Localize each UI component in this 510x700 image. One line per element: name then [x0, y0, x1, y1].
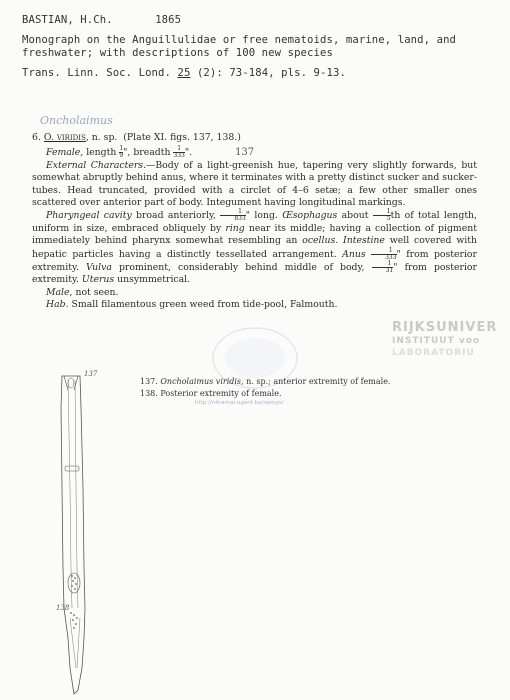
external-heading: External Characters.: [46, 159, 147, 171]
author: BASTIAN, H.Ch.: [22, 14, 113, 26]
male-line: [32, 287, 477, 299]
pharyngeal-denominator: 833: [234, 215, 246, 223]
ocellus-word: ocellus.: [302, 235, 339, 247]
caption-137-number: 137.: [140, 377, 158, 386]
species-description: [32, 132, 477, 312]
breadth-label: , breadth: [127, 147, 171, 159]
external-characters: [32, 160, 477, 210]
citation-line: [22, 67, 346, 79]
species-status: , n. sp.: [85, 132, 118, 143]
caption-fig-138: [140, 388, 282, 399]
caption-138-text: Posterior extremity of female.: [160, 389, 282, 398]
handwritten-genus: Oncholaimus: [40, 114, 113, 127]
female-label: Female: [46, 147, 81, 159]
vulva-numerator: 1: [372, 261, 394, 268]
plate-reference: (Plate XI. figs. 137, 138.): [123, 132, 241, 143]
intestine-text: well covered with hepatic particles having a distinctly tessellated arrangement.: [32, 235, 477, 260]
caption-137-text: , n. sp.; anterior extremity of female.: [241, 377, 391, 386]
breadth-fraction: [173, 146, 184, 159]
length-numerator: 1: [119, 145, 124, 153]
library-stamp-line-2: INSTITUUT voo: [392, 336, 481, 346]
figure-label-138: 138: [56, 604, 70, 612]
habitat-line: [32, 299, 477, 311]
length-fraction: [119, 146, 123, 159]
pharyngeal-heading: Pharyngeal cavity: [46, 210, 132, 222]
uterus-text: unsymmetrical.: [114, 274, 191, 286]
header-author-line: [22, 14, 181, 26]
oesophagus-heading: Œsophagus: [282, 210, 338, 222]
vulva-heading: Vulva: [86, 262, 112, 274]
ring-word: ring: [225, 222, 245, 234]
pharyngeal-text: broad anteriorly,: [131, 210, 217, 222]
oesophagus-fraction: [373, 209, 391, 222]
oesophagus-after-2: near its middle; having a collection of pigment immediately behind pharynx somewhat resembling an: [32, 222, 477, 247]
vulva-text: prominent, considerably behind middle of body,: [111, 262, 365, 274]
pharyngeal-numerator: 1: [220, 209, 245, 216]
handwritten-page-number: 137: [235, 147, 255, 159]
breadth-numerator: 1: [173, 146, 184, 153]
pages: (2): 73-184, pls. 9-13.: [196, 67, 346, 79]
anus-heading: Anus: [342, 248, 366, 260]
nematode-illustration: [40, 368, 130, 698]
anus-after: " from posterior extremity.: [32, 248, 477, 274]
title-line-2: freshwater; with descriptions of 100 new species: [22, 47, 333, 59]
habitat-heading: Hab.: [46, 299, 69, 311]
length-denominator: 9: [119, 152, 124, 160]
habitat-text: Small filamentous green weed from tide-pool, Falmouth.: [68, 299, 338, 311]
journal: Trans. Linn. Soc. Lond.: [22, 67, 171, 79]
vulva-denominator: 31: [385, 267, 394, 275]
library-stamp-line-3: LABORATORIU: [392, 348, 475, 358]
species-name: O. viridis: [43, 132, 86, 143]
pharyngeal-after: " long.: [245, 210, 278, 222]
oesophagus-after: th of total length, uniform in size, embraced obliquely by: [32, 210, 478, 234]
volume: 25: [177, 67, 191, 79]
library-stamp-line-1: RIJKSUNIVER: [392, 320, 498, 335]
caption-fig-137: [140, 376, 390, 387]
year: 1865: [155, 14, 182, 26]
female-dimensions: Female, length $\frac{1}{9}$ ", breadth $\frac{1}{333}$ ". 137: [46, 145, 255, 160]
oesophagus-denominator: 5: [386, 215, 391, 223]
entry-number: 6.: [32, 132, 41, 143]
watermark-url: http://nitramar.ugent.be/nemys/: [195, 400, 284, 406]
anus-denominator: 333: [385, 253, 397, 261]
vulva-after: " from posterior extremity.: [32, 262, 477, 286]
figure-label-137: 137: [84, 370, 98, 378]
external-text: —Body of a light-greenish hue, tapering very slightly forwards, but somewhat abruptly behind anus, where it terminates with a pretty distinct sucker and sucker-tubes. Head truncated, provided with a circlet of 4–6 setæ; a few other smaller ones scattered over anterior part of body. Integument having longitudinal markings.: [32, 159, 478, 209]
anus-numerator: 1: [371, 248, 396, 255]
caption-137-species: Oncholaimus viridis: [160, 377, 242, 386]
title-line-1: Monograph on the Anguillulidae or free nematoids, marine, land, and: [22, 34, 457, 46]
internal-characters: [32, 209, 477, 286]
intestine-heading: Intestine: [343, 235, 385, 247]
oesophagus-numerator: 1: [373, 209, 391, 216]
male-heading: Male: [46, 286, 70, 298]
pharyngeal-fraction: [220, 209, 245, 222]
caption-138-number: 138.: [140, 389, 158, 398]
entry-heading: [32, 132, 477, 144]
vulva-fraction: [372, 261, 394, 274]
oesophagus-text: about: [337, 210, 369, 222]
male-text: , not seen.: [69, 286, 119, 298]
uterus-heading: Uterus: [81, 274, 115, 286]
anus-fraction: [371, 248, 396, 261]
breadth-denominator: 333: [173, 152, 185, 160]
length-label: , length: [80, 147, 117, 159]
